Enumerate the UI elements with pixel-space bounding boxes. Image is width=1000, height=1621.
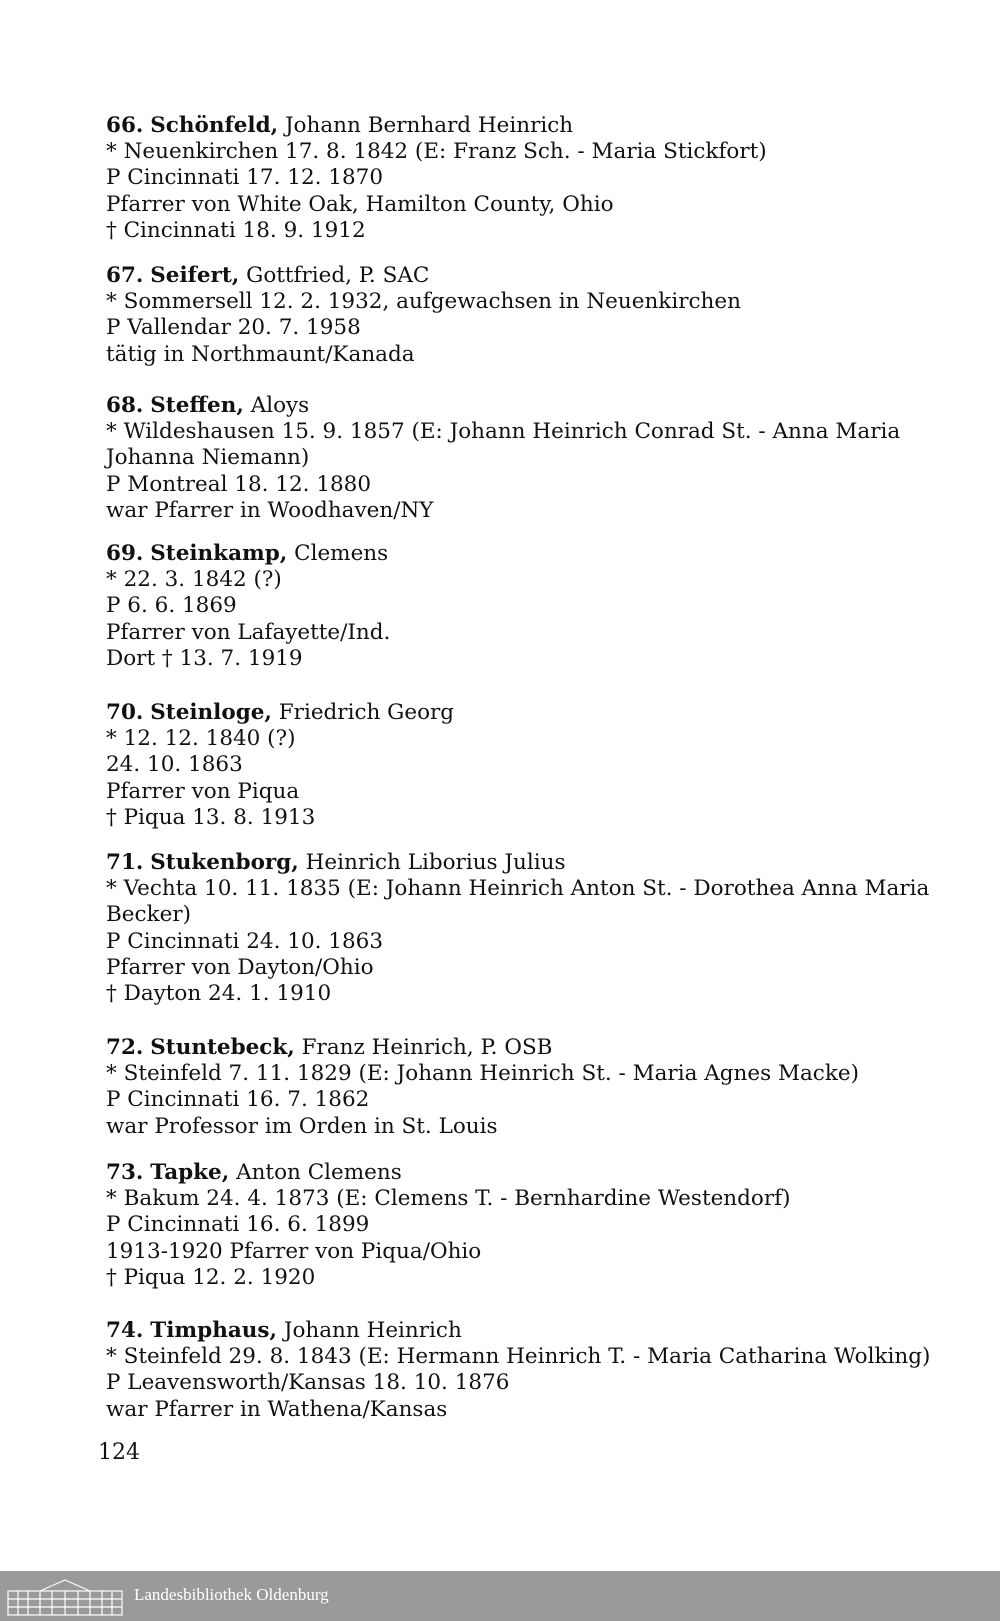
entry-line: * Vechta 10. 11. 1835 (E: Johann Heinrich Anton St. - Dorothea Anna Maria [106, 876, 930, 902]
library-name: Landesbibliothek Oldenburg [134, 1585, 329, 1604]
entry-surname: Stuntebeck, [150, 1035, 295, 1060]
entry-surname: Schönfeld, [150, 113, 279, 138]
entry-heading [106, 850, 936, 876]
entry-given-name: Aloys [250, 393, 310, 418]
entry-heading [106, 1160, 936, 1186]
entry-line: P Cincinnati 17. 12. 1870 [106, 165, 384, 191]
entry-line: * Steinfeld 7. 11. 1829 (E: Johann Heinrich St. - Maria Agnes Macke) [106, 1061, 859, 1087]
entry-73 [106, 1160, 936, 1291]
page-number: 124 [98, 1440, 140, 1465]
entry-line: Pfarrer von Dayton/Ohio [106, 954, 374, 980]
entry-72 [106, 1035, 936, 1140]
entry-line: * Neuenkirchen 17. 8. 1842 (E: Franz Sch. - Maria Stickfort) [106, 139, 767, 165]
entry-given-name: Friedrich Georg [278, 700, 455, 725]
entry-line: P Leavensworth/Kansas 18. 10. 1876 [106, 1370, 510, 1396]
entry-line: P 6. 6. 1869 [106, 593, 237, 619]
entry-heading [106, 700, 936, 726]
entry-line: P Cincinnati 24. 10. 1863 [106, 928, 384, 954]
entry-number: 66. [106, 113, 144, 138]
entry-number: 71. [106, 850, 144, 875]
entry-line: * 22. 3. 1842 (?) [106, 567, 282, 593]
entry-line: Johanna Niemann) [106, 445, 310, 471]
entry-surname: Steffen, [150, 393, 244, 418]
entry-number: 70. [106, 700, 144, 725]
entry-line: Pfarrer von Lafayette/Ind. [106, 619, 391, 645]
entry-line: † Piqua 12. 2. 1920 [106, 1264, 316, 1290]
entry-surname: Stukenborg, [150, 850, 299, 875]
entry-surname: Steinloge, [150, 700, 272, 725]
entry-heading [106, 1035, 936, 1061]
entry-line: Pfarrer von Piqua [106, 778, 300, 804]
entry-number: 69. [106, 541, 144, 566]
entry-line: 24. 10. 1863 [106, 752, 243, 778]
entry-number: 67. [106, 263, 144, 288]
entry-71 [106, 850, 936, 1007]
entry-67 [106, 263, 936, 368]
entry-line: 1913-1920 Pfarrer von Piqua/Ohio [106, 1238, 482, 1264]
entry-given-name: Johann Bernhard Heinrich [284, 113, 574, 138]
entry-heading [106, 113, 936, 139]
entry-given-name: Gottfried, P. SAC [246, 263, 430, 288]
entry-line: * Steinfeld 29. 8. 1843 (E: Hermann Heinrich T. - Maria Catharina Wolking) [106, 1344, 931, 1370]
entry-68 [106, 393, 936, 524]
entry-line: * Sommersell 12. 2. 1932, aufgewachsen in Neuenkirchen [106, 289, 741, 315]
entry-line: Becker) [106, 902, 191, 928]
entry-line: P Cincinnati 16. 7. 1862 [106, 1087, 370, 1113]
entry-surname: Steinkamp, [150, 541, 288, 566]
entry-number: 74. [106, 1318, 144, 1343]
entry-line: P Montreal 18. 12. 1880 [106, 471, 372, 497]
entry-line: * Bakum 24. 4. 1873 (E: Clemens T. - Bernhardine Westendorf) [106, 1186, 791, 1212]
entry-66 [106, 113, 936, 244]
entry-heading [106, 393, 936, 419]
entry-surname: Seifert, [150, 263, 240, 288]
entry-line: war Pfarrer in Woodhaven/NY [106, 497, 434, 523]
library-building-icon [6, 1577, 124, 1617]
entry-given-name: Johann Heinrich [283, 1318, 462, 1343]
entry-70 [106, 700, 936, 831]
entry-number: 73. [106, 1160, 144, 1185]
entry-heading [106, 541, 936, 567]
entry-line: war Professor im Orden in St. Louis [106, 1113, 498, 1139]
entry-given-name: Franz Heinrich, P. OSB [301, 1035, 553, 1060]
entry-given-name: Clemens [294, 541, 389, 566]
entry-surname: Timphaus, [150, 1318, 277, 1343]
entry-line: † Cincinnati 18. 9. 1912 [106, 217, 366, 243]
entry-heading [106, 1318, 936, 1344]
entry-line: P Vallendar 20. 7. 1958 [106, 315, 361, 341]
entry-line: P Cincinnati 16. 6. 1899 [106, 1212, 370, 1238]
entry-number: 72. [106, 1035, 144, 1060]
entry-heading [106, 263, 936, 289]
entry-line: Dort † 13. 7. 1919 [106, 645, 303, 671]
entry-69 [106, 541, 936, 672]
entry-given-name: Heinrich Liborius Julius [305, 850, 566, 875]
entry-line: tätig in Northmaunt/Kanada [106, 341, 415, 367]
entry-line: Pfarrer von White Oak, Hamilton County, Ohio [106, 191, 614, 217]
entry-74 [106, 1318, 936, 1423]
entry-line: * 12. 12. 1840 (?) [106, 726, 296, 752]
entry-line: war Pfarrer in Wathena/Kansas [106, 1396, 448, 1422]
entry-given-name: Anton Clemens [236, 1160, 402, 1185]
entry-number: 68. [106, 393, 144, 418]
entry-line: * Wildeshausen 15. 9. 1857 (E: Johann Heinrich Conrad St. - Anna Maria [106, 419, 901, 445]
entry-line: † Piqua 13. 8. 1913 [106, 804, 316, 830]
entry-line: † Dayton 24. 1. 1910 [106, 980, 332, 1006]
library-footer-bar [0, 1571, 1000, 1621]
entry-surname: Tapke, [150, 1160, 230, 1185]
